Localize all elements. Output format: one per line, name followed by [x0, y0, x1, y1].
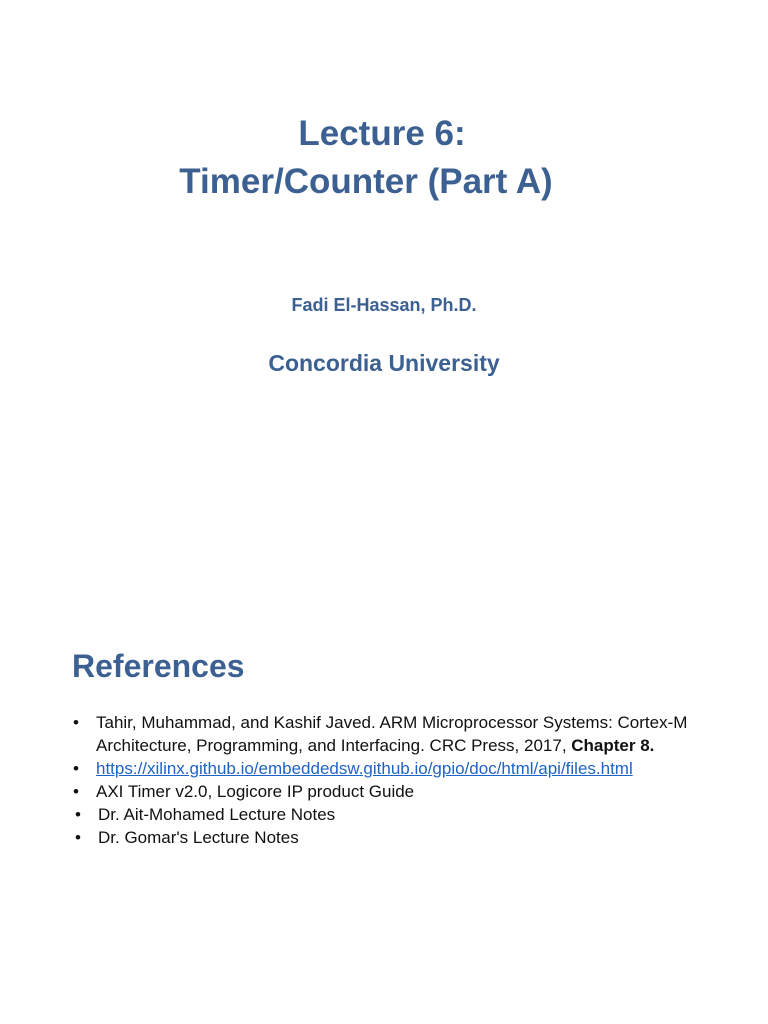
lecture-title-line-1: Lecture 6: [298, 114, 466, 153]
reference-text: Dr. Ait-Mohamed Lecture Notes [98, 805, 336, 824]
reference-text: Dr. Gomar's Lecture Notes [98, 828, 299, 847]
reference-item-link [0, 757, 696, 780]
bullet-icon: • [73, 782, 79, 801]
reference-item-gomar [0, 826, 698, 849]
lecture-title-line-2: Timer/Counter (Part A) [179, 162, 553, 201]
institution-name: Concordia University [268, 350, 500, 376]
bullet-icon: • [73, 713, 79, 732]
bullet-icon: • [75, 828, 81, 847]
reference-text: Tahir, Muhammad, and Kashif Javed. ARM Microprocessor Systems: Cortex-M Architecture, Programming, and Interfacing. CRC Press, 2017, [96, 713, 688, 755]
author-name: Fadi El-Hassan, Ph.D. [291, 295, 477, 315]
references-heading: References [72, 648, 245, 684]
reference-item-ait-mohamed [0, 803, 698, 826]
reference-chapter: Chapter 8. [571, 736, 655, 755]
reference-item-axi-timer [0, 780, 696, 803]
reference-link[interactable]: https://xilinx.github.io/embeddedsw.github.io/gpio/doc/html/api/files.html [96, 759, 633, 778]
reference-text: AXI Timer v2.0, Logicore IP product Guide [96, 782, 415, 801]
bullet-icon: • [75, 805, 81, 824]
references-list [0, 711, 768, 849]
bullet-icon: • [73, 759, 79, 778]
reference-item-book [0, 711, 696, 757]
